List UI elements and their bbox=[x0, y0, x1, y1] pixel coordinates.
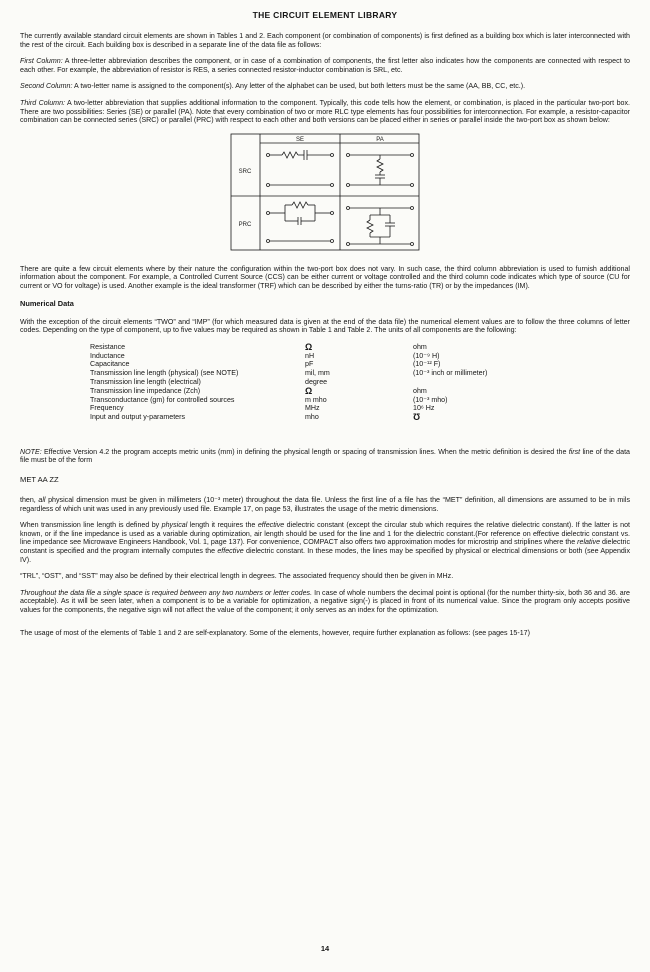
units-row bbox=[90, 396, 630, 405]
diagram-src-label: SRC bbox=[238, 168, 252, 175]
diagram-pa-label: PA bbox=[376, 136, 384, 143]
tline-effective-word-2: effective bbox=[217, 547, 244, 556]
unit-value: ohm bbox=[413, 386, 427, 395]
unit-value: (10⁻⁹ H) bbox=[413, 351, 440, 360]
unit-value: Ʊ bbox=[413, 412, 421, 423]
diagram-frame bbox=[231, 134, 419, 250]
unit-symbol: Ω bbox=[305, 385, 313, 396]
units-row bbox=[90, 387, 630, 396]
unit-name: Resistance bbox=[90, 342, 126, 351]
two-port-box-svg bbox=[230, 133, 420, 251]
page-number: 14 bbox=[320, 944, 330, 953]
unit-name: Transconductance (gm) for controlled sources bbox=[90, 395, 235, 404]
unit-value: (10⁻¹² F) bbox=[413, 360, 441, 369]
note-paragraph bbox=[20, 448, 630, 465]
unit-value: (10⁻³ mho) bbox=[413, 395, 448, 404]
trl-paragraph: “TRL”, “OST”, and “SST” may also be defined by their electrical length in degrees. The associated frequency should then be given in MHz. bbox=[20, 572, 454, 581]
then-text-b: physical dimension must be given in millimeters (10⁻³ meter) throughout the data file. Unless the first line of a file has the “MET” definition, all dimensions are assumed to be in mils regardless of which unit was used in any previously used file. Example 17, on page 53, illustrates the usage of the metric dimensions. bbox=[20, 496, 631, 513]
unit-symbol: degree bbox=[305, 377, 328, 386]
src-parallel-symbol bbox=[347, 153, 414, 186]
numerical-data-heading: Numerical Data bbox=[20, 298, 74, 308]
usage-paragraph: The usage of most of the elements of Table 1 and 2 are self-explanatory. Some of the elements, however, require further explanation as follows: (see pages 15-17) bbox=[20, 628, 530, 637]
src-series-symbol bbox=[267, 150, 334, 187]
space-italic-sentence: Throughout the data file a single space is required between any two numbers or letter codes. bbox=[20, 588, 313, 597]
units-row bbox=[90, 352, 630, 361]
first-column-text: A three-letter abbreviation describes the component, or in case of a combination of components, the first letter also indicates how the components are connected with respect to each other. For example, the abbreviation of resistor is RES, a series connected resistor-inductor combination is SRL, etc. bbox=[20, 57, 630, 74]
first-column-paragraph bbox=[20, 57, 630, 74]
numerical-paragraph: With the exception of the circuit elements “TWO” and “IMP” (for which measured data is given at the end of the data file) the numerical element values are to follow the three columns of letter codes. Depending on the type of component, up to five values may be required as shown in Table 1 and Table 2. The units of all components are the following: bbox=[20, 317, 630, 335]
third-column-text: A two-letter abbreviation that supplies additional information to the component. Typically, this code tells how the element, or combination, is placed in the particular two-port box. There are two possibilities: Series (SE) or parallel (PA). Note that every combination of two or more RLC type elements has four possibilities for interconnection. For example, a resistor-capacitor combination can be connected series (SRC) or parallel (PRC) with respect to each other and both versions can be placed either in series or parallel inside the two-port box as shown below: bbox=[20, 98, 630, 125]
unit-symbol: mil, mm bbox=[305, 369, 330, 378]
units-table bbox=[90, 343, 630, 422]
unit-name: Inductance bbox=[90, 351, 125, 360]
intro-paragraph: The currently available standard circuit elements are shown in Tables 1 and 2. Each component (or combination of components) is first defined as a building box which is later interconnected with the rest of the circuit. Each building box is described in a separate line of the data file as follows: bbox=[20, 32, 630, 49]
note-label: NOTE: bbox=[20, 447, 42, 456]
prc-parallel-symbol bbox=[347, 206, 414, 245]
units-row bbox=[90, 378, 630, 387]
tline-effective-word: effective bbox=[257, 521, 285, 530]
unit-name: Transmission line impedance (Zch) bbox=[90, 386, 201, 395]
prc-series-symbol bbox=[267, 202, 334, 243]
tline-text-e: dielectric constant. In these modes, the lines may be specified by physical or electrical dimensions or both (see Appendix IV). bbox=[20, 547, 630, 564]
units-row bbox=[90, 413, 630, 422]
third-column-label: Third Column: bbox=[20, 98, 66, 107]
tline-relative-word: relative bbox=[577, 538, 601, 547]
units-row bbox=[90, 360, 630, 369]
tline-text-a: When transmission line length is defined by bbox=[20, 521, 162, 530]
unit-value: 10⁶ Hz bbox=[413, 404, 435, 413]
units-row bbox=[90, 404, 630, 413]
note-text-a: Effective Version 4.2 the program accepts metric units (mm) in defining the physical length or spacing of transmission lines. When the metric definition is desired the bbox=[41, 447, 569, 456]
unit-name: Transmission line length (physical) (see NOTE) bbox=[90, 369, 239, 378]
unit-value: ohm bbox=[413, 342, 427, 351]
unit-value: (10⁻³ inch or millimeter) bbox=[413, 369, 488, 378]
diagram-prc-label: PRC bbox=[238, 221, 252, 228]
unit-name: Frequency bbox=[90, 404, 124, 413]
unit-symbol: mho bbox=[305, 413, 319, 422]
units-row bbox=[90, 343, 630, 352]
units-row bbox=[90, 369, 630, 378]
then-all-word: all bbox=[38, 496, 46, 505]
unit-symbol: MHz bbox=[305, 404, 320, 413]
unit-name: Transmission line length (electrical) bbox=[90, 377, 201, 386]
tline-text-b: length it requires the bbox=[187, 521, 258, 530]
unit-symbol: nH bbox=[305, 351, 315, 360]
second-column-paragraph bbox=[20, 82, 630, 91]
page-title: THE CIRCUIT ELEMENT LIBRARY bbox=[252, 10, 398, 20]
second-column-text: A two-letter name is assigned to the component(s). Any letter of the alphabet can be used, but both letters must be the same (AA, BB, CC, etc.). bbox=[72, 82, 526, 91]
unit-symbol: Ω bbox=[305, 341, 313, 352]
space-text: In case of whole numbers the decimal point is optional (for the number thirty-six, both 36 and 36. are acceptable). As it will be seen later, when a component is to be a variable for optimization, a negative sign(-) is placed in front of its numerical value. Since the program only accepts positive values for the components, the negative sign will not affect the value of the component; it only serves as an index for the optimization. bbox=[20, 588, 631, 615]
ccs-paragraph: There are quite a few circuit elements where by their nature the configuration within the two-port box does not vary. In such case, the third column abbreviation is used to furnish additional information about the component. For example, a Controlled Current Source (CCS) can be either current or voltage controlled and the third column code indicates which type of source (CU for current or VO for voltage) is used. Another example is the ideal transformer (TRF) which can be described by either the turns-ratio (TR) or by the impedances (IM). bbox=[20, 264, 630, 290]
tline-physical-word: physical bbox=[161, 521, 188, 530]
tline-text-c: dielectric constant (except the circular stub which requires the relative dielectric constant). If the latter is not known, or if the line impedance is used as a variable during optimization, air length should be used for the line and 1 for the dielectric constant.(For reference on effective dielectric constant vs. line impedance see Microwave Engineers Handbook, Vol. 1, page 137). For convenience, COMPACT also offers two approximation modes for microstrip and striplines where the bbox=[20, 521, 630, 547]
diagram-se-label: SE bbox=[295, 136, 305, 143]
two-port-box-diagram bbox=[230, 133, 420, 251]
unit-symbol: m mho bbox=[305, 395, 327, 404]
second-column-label: Second Column: bbox=[20, 82, 73, 91]
unit-name: Input and output y-parameters bbox=[90, 413, 186, 422]
space-paragraph bbox=[20, 589, 630, 615]
unit-name: Capacitance bbox=[90, 360, 130, 369]
note-text-b: line of the data file must be of the form bbox=[20, 447, 630, 465]
unit-symbol: pF bbox=[305, 360, 314, 369]
third-column-paragraph bbox=[20, 99, 630, 125]
met-line: MET AA ZZ bbox=[20, 475, 59, 485]
document-page bbox=[20, 10, 630, 645]
note-first-word: first bbox=[568, 447, 581, 456]
tline-text-d: dielectric constant is specified and the program internally computes the bbox=[20, 538, 630, 556]
tline-paragraph bbox=[20, 521, 630, 564]
then-text-a: then, bbox=[20, 496, 39, 505]
unit-value bbox=[413, 378, 613, 387]
first-column-label: First Column: bbox=[20, 57, 63, 66]
then-paragraph bbox=[20, 496, 630, 513]
